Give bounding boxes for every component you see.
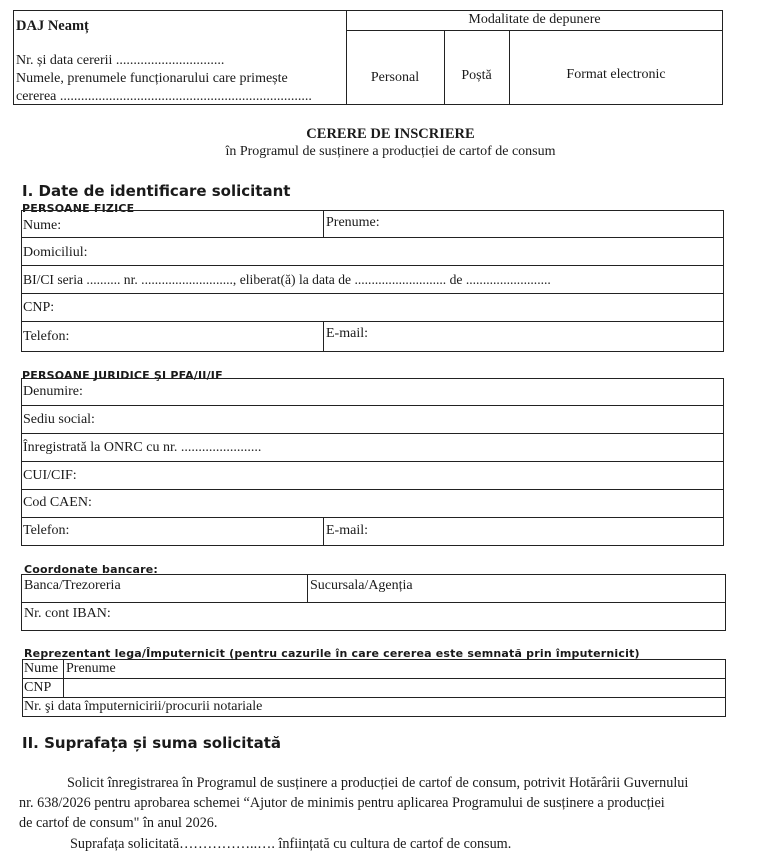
persons-row-line-1 [21, 237, 724, 238]
submission-title-divider [346, 30, 723, 31]
field-legal-email[interactable]: E-mail: [326, 523, 368, 538]
method-electronic: Format electronic [566, 67, 666, 82]
rep-row-line-1 [22, 678, 726, 679]
persons-label: PERSOANE FIZICE [22, 202, 135, 215]
field-rep-procura[interactable]: Nr. şi data împuternicirii/procurii notariale [24, 699, 263, 714]
persons-row-line-2 [21, 265, 724, 266]
legal-row-line-2 [21, 433, 724, 434]
request-paragraph-line2: nr. 638/2026 pentru aprobarea schemei “Ajutor de minimis pentru aplicarea Programului de susținere a producției [19, 795, 665, 811]
legal-entities-label: PERSOANE JURIDICE ŞI PFA/II/IF [22, 369, 223, 382]
field-telefon[interactable]: Telefon: [23, 329, 70, 344]
request-number-date: Nr. și data cererii ............................... [16, 53, 225, 68]
persons-col-line-1 [323, 210, 324, 237]
field-prenume[interactable]: Prenume: [326, 215, 380, 230]
method-post: Poștă [461, 68, 492, 83]
field-onrc[interactable]: Înregistrată la ONRC cu nr. ....................... [23, 440, 262, 455]
persons-row-line-3 [21, 293, 724, 294]
field-caen[interactable]: Cod CAEN: [23, 495, 92, 510]
field-iban[interactable]: Nr. cont IBAN: [24, 606, 111, 621]
field-domiciliu[interactable]: Domiciliul: [23, 245, 88, 260]
field-cui[interactable]: CUI/CIF: [23, 468, 77, 483]
field-denumire[interactable]: Denumire: [23, 384, 83, 399]
field-legal-telefon[interactable]: Telefon: [23, 523, 70, 538]
requested-area[interactable]: Suprafața solicitată……………..…. înființată cu cultura de cartof de consum. [70, 836, 512, 852]
field-banca[interactable]: Banca/Trezoreria [24, 578, 121, 593]
section-1-heading: I. Date de identificare solicitant [22, 182, 291, 200]
field-rep-nume[interactable]: Nume [24, 661, 59, 676]
legal-row-line-3 [21, 461, 724, 462]
document-title: CERERE DE INSCRIERE [306, 126, 475, 142]
field-sediu[interactable]: Sediu social: [23, 412, 95, 427]
legal-row-line-5 [21, 517, 724, 518]
bank-col-line [307, 574, 308, 602]
rep-col-line [63, 659, 64, 697]
legal-row-line-1 [21, 405, 724, 406]
field-nume[interactable]: Nume: [23, 218, 62, 233]
request-paragraph-line3: de cartof de consum" în anul 2026. [19, 815, 218, 831]
legal-row-line-4 [21, 489, 724, 490]
field-sucursala[interactable]: Sucursala/Agenția [310, 578, 413, 593]
bank-row-line [21, 602, 726, 603]
official-name-line2: cererea ........................................................................ [16, 89, 312, 104]
representative-label: Reprezentant lega/Împuternicit (pentru cazurile în care cererea este semnată prin împuternicit) [24, 647, 640, 660]
request-paragraph-line1: Solicit înregistrarea în Programul de susținere a producției de cartof de consum, potrivit Hotărârii Guvernului [67, 775, 689, 791]
official-name-line1: Numele, prenumele funcționarului care primește [16, 71, 288, 86]
field-rep-prenume[interactable]: Prenume [66, 661, 116, 676]
legal-table [21, 378, 724, 546]
persons-row-line-4 [21, 321, 724, 322]
method-personal: Personal [370, 70, 420, 85]
bank-label: Coordonate bancare: [24, 563, 159, 576]
persons-col-line-2 [323, 321, 324, 352]
section-2-heading: II. Suprafața și suma solicitată [22, 734, 281, 752]
office-name: DAJ Neamț [16, 18, 89, 34]
field-rep-cnp[interactable]: CNP [24, 680, 52, 695]
field-cnp[interactable]: CNP: [23, 300, 55, 315]
legal-col-line [323, 517, 324, 546]
field-bi-ci[interactable]: BI/CI seria .......... nr. ..........................., eliberat(ă) la data de ........................... de ......................... [23, 272, 551, 287]
document-subtitle: în Programul de susținere a producției de cartof de consum [225, 144, 556, 159]
rep-row-line-2 [22, 697, 726, 698]
field-email[interactable]: E-mail: [326, 326, 368, 341]
submission-mode-title: Modalitate de depunere [468, 12, 601, 27]
